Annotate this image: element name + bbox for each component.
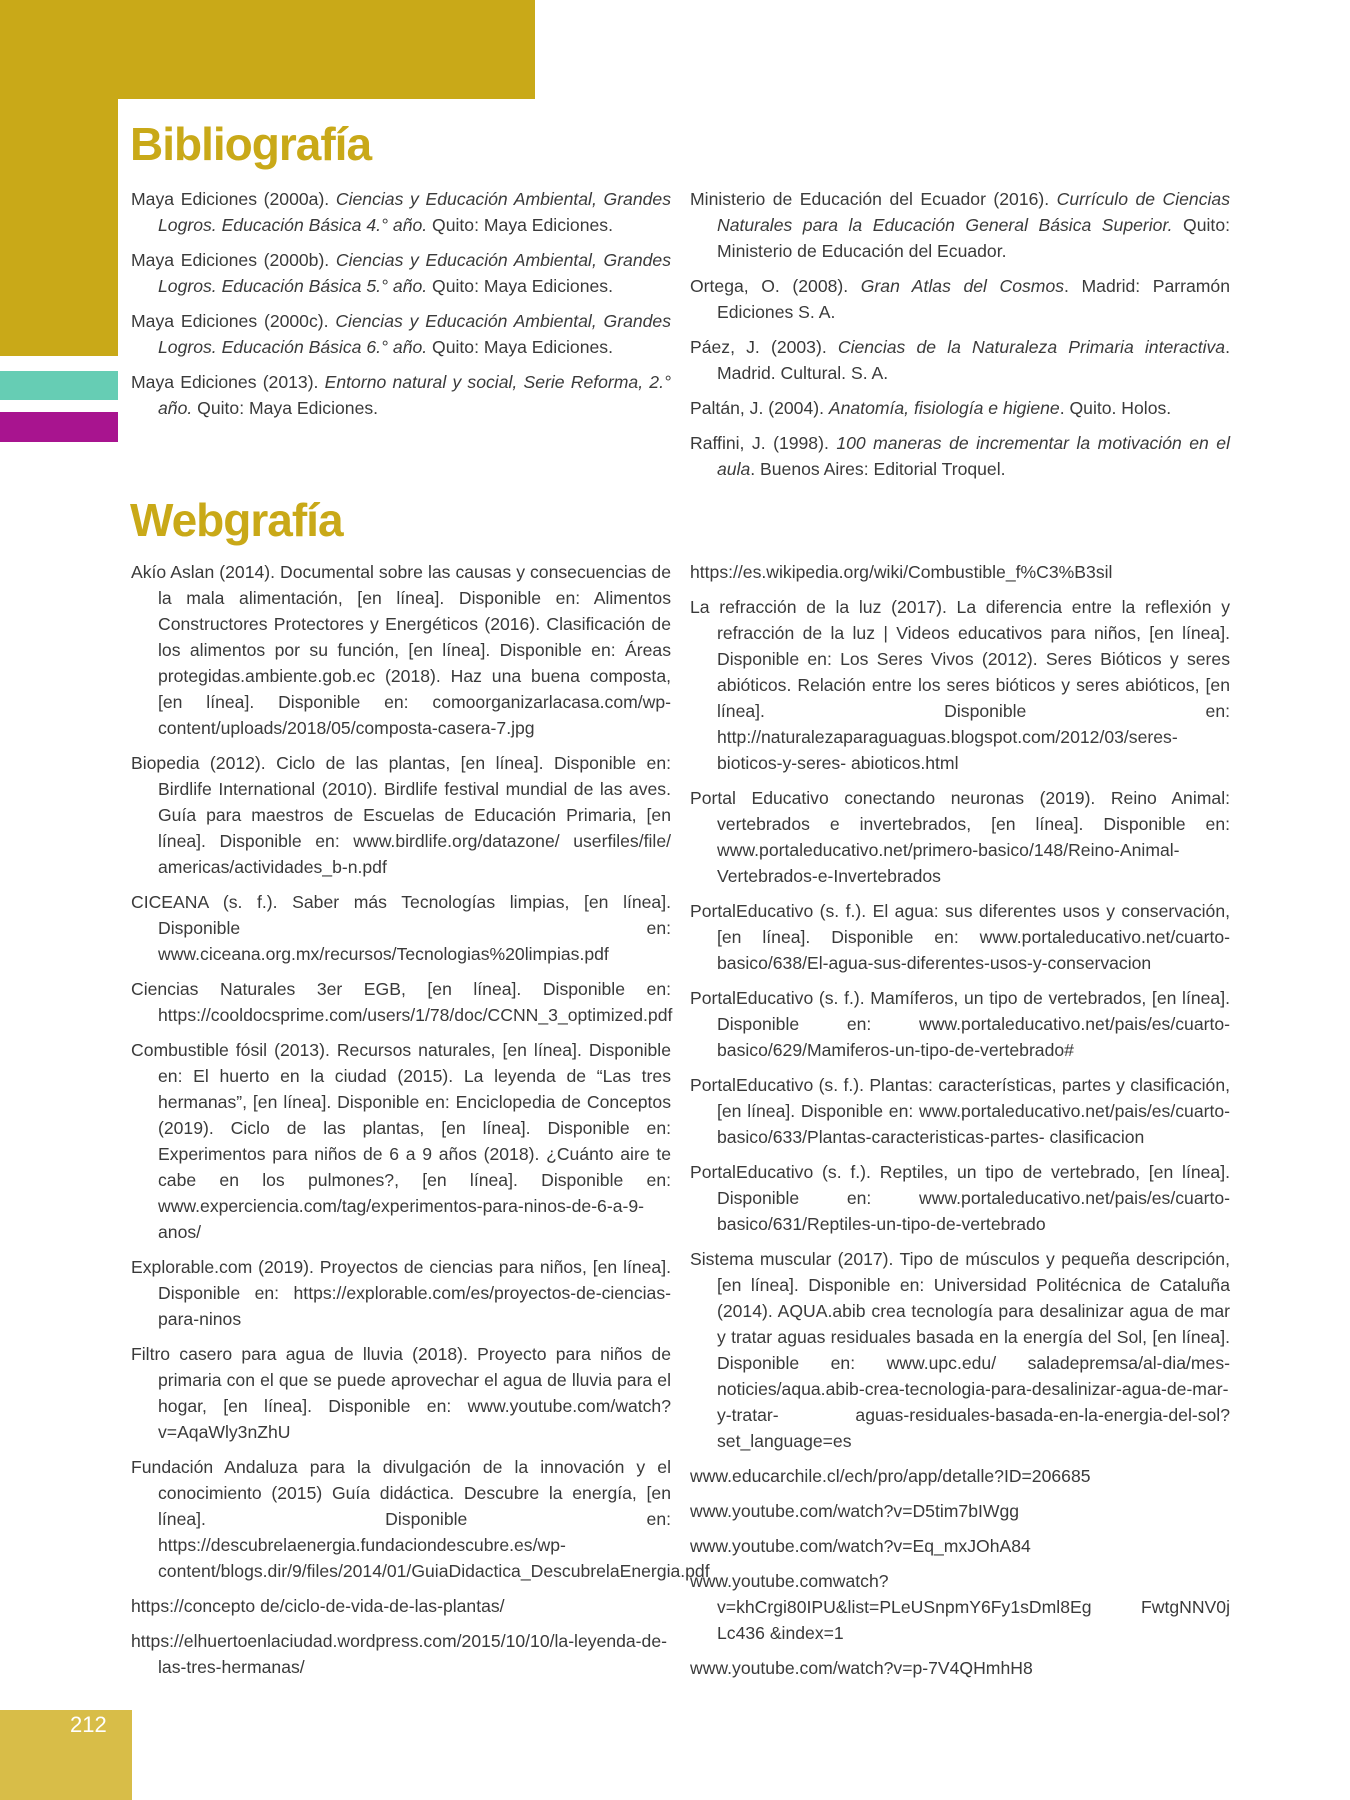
webgrafia-heading: Webgrafía xyxy=(130,494,343,546)
entry-author: Maya Ediciones (2000b). xyxy=(131,250,336,270)
entry-title: Currículo de Ciencias Naturales para la Educación General Básica Superior. xyxy=(717,189,1230,235)
bibliography-entry xyxy=(690,273,1230,325)
bibliography-entry xyxy=(131,247,671,299)
entry-title: Ciencias y Educación Ambiental, Grandes Logros. Educación Básica 4.° año. xyxy=(158,189,671,235)
bibliography-entry xyxy=(131,308,671,360)
entry-author: Maya Ediciones (2013). xyxy=(131,372,325,392)
entry-author: Paltán, J. (2004). xyxy=(690,398,829,418)
bibliography-entry xyxy=(131,369,671,421)
webography-entry: https://elhuertoenlaciudad.wordpress.com/2015/10/10/la-leyenda-de-las-tres-hermanas/ xyxy=(131,1631,667,1677)
entry-title: Ciencias y Educación Ambiental, Grandes Logros. Educación Básica 6.° año. xyxy=(158,311,672,357)
entry-author: Maya Ediciones (2000a). xyxy=(131,189,336,209)
entry-publisher: Quito: Ministerio de Educación del Ecuador. xyxy=(717,215,1230,261)
entry-author: Maya Ediciones (2000c). xyxy=(131,311,336,331)
entry-publisher: Quito: Maya Ediciones. xyxy=(427,215,613,235)
entry-publisher: . Madrid. Cultural. S. A. xyxy=(717,337,1230,383)
bibliografia-heading: Bibliografía xyxy=(130,118,372,170)
webography-entry: www.youtube.com/watch?v=D5tim7bIWgg xyxy=(690,1501,1020,1521)
entry-publisher: . Madrid: Parramón Ediciones S. A. xyxy=(717,276,1230,322)
bibliografia-left-column xyxy=(131,186,671,430)
entry-author: Ministerio de Educación del Ecuador (2016). xyxy=(690,189,1057,209)
bibliography-entry xyxy=(690,395,1230,421)
entry-title: Ciencias y Educación Ambiental, Grandes Logros. Educación Básica 5.° año. xyxy=(158,250,671,296)
bibliografia-right-column xyxy=(690,186,1230,491)
page-number: 212 xyxy=(70,1712,107,1737)
entry-title: Anatomía, fisiología e higiene xyxy=(828,398,1060,418)
bibliography-entry xyxy=(690,430,1230,482)
entry-publisher: . Quito. Holos. xyxy=(1059,398,1172,418)
decorative-gold-band-left xyxy=(0,0,118,356)
webography-entry: Fundación Andaluza para la divulgación de la innovación y el conocimiento (2015) Guía didáctica. Descubre la energía, [en línea]. Disponible en: https://descubrelaenergia.fundaciondescubre.es/wp-content/blogs.dir/9/files/2014/01/GuiaDidactica_DescubrelaEnergia.pdf xyxy=(131,1457,710,1581)
entry-author: Ortega, O. (2008). xyxy=(690,276,861,296)
entry-publisher: Quito: Maya Ediciones. xyxy=(427,337,613,357)
entry-author: Páez, J. (2003). xyxy=(690,337,838,357)
webgrafia-left-column xyxy=(131,559,710,1689)
webography-entry: www.youtube.com/watch?v=p-7V4QHmhH8 xyxy=(690,1658,1033,1678)
webography-entry: Portal Educativo conectando neuronas (2019). Reino Animal: vertebrados e invertebrados, [en línea]. Disponible en: www.portaleducativo.net/primero-basico/148/Reino-Animal-Vertebrados-e-Invertebrados xyxy=(690,788,1230,886)
webography-entry: https://es.wikipedia.org/wiki/Combustible_f%C3%B3sil xyxy=(690,562,1113,582)
webography-entry: Biopedia (2012). Ciclo de las plantas, [en línea]. Disponible en: Birdlife International (2010). Birdlife festival mundial de las aves. Guía para maestros de Escuelas de Educación Primaria, [en línea]. Disponible en: www.birdlife.org/datazone/ userfiles/file/ americas/actividades_b-n.pdf xyxy=(131,753,671,877)
decorative-teal-bar xyxy=(0,371,118,400)
webography-entry: CICEANA (s. f.). Saber más Tecnologías limpias, [en línea]. Disponible en: www.ciceana.org.mx/recursos/Tecnologias%20limpias.pdf xyxy=(131,892,671,964)
webography-entry: www.youtube.com/watch?v=Eq_mxJOhA84 xyxy=(690,1536,1031,1556)
webography-entry: PortalEducativo (s. f.). Mamíferos, un tipo de vertebrados, [en línea]. Disponible en: www.portaleducativo.net/pais/es/cuarto-basico/629/Mamiferos-un-tipo-de-vertebrado# xyxy=(690,988,1230,1060)
webography-entry: La refracción de la luz (2017). La diferencia entre la reflexión y refracción de la luz | Videos educativos para niños, [en línea]. Disponible en: Los Seres Vivos (2012). Seres Bióticos y seres abióticos. Relación entre los seres bióticos y seres abióticos, [en línea]. Disponible en: http://naturalezaparaguaguas.blogspot.com/2012/03/seres-bioticos-y-seres- abioticos.html xyxy=(690,597,1230,773)
webography-entry: PortalEducativo (s. f.). Reptiles, un tipo de vertebrado, [en línea]. Disponible en: www.portaleducativo.net/pais/es/cuarto-basico/631/Reptiles-un-tipo-de-vertebrado xyxy=(690,1162,1230,1234)
bibliography-entry xyxy=(690,186,1230,264)
entry-title: Ciencias de la Naturaleza Primaria interactiva xyxy=(837,337,1226,357)
webography-entry: https://concepto de/ciclo-de-vida-de-las-plantas/ xyxy=(131,1596,505,1616)
entry-publisher: . Buenos Aires: Editorial Troquel. xyxy=(750,459,1006,479)
footer-page-tab xyxy=(0,1710,132,1800)
webography-entry: Ciencias Naturales 3er EGB, [en línea]. Disponible en: https://cooldocsprime.com/users/1/78/doc/CCNN_3_optimized.pdf xyxy=(131,979,673,1025)
entry-author: Raffini, J. (1998). xyxy=(690,433,837,453)
webography-entry: Filtro casero para agua de lluvia (2018). Proyecto para niños de primaria con el que se puede aprovechar el agua de lluvia para el hogar, [en línea]. Disponible en: www.youtube.com/watch?v=AqaWly3nZhU xyxy=(131,1344,671,1442)
entry-publisher: Quito: Maya Ediciones. xyxy=(192,398,379,418)
entry-publisher: Quito: Maya Ediciones. xyxy=(427,276,613,296)
webography-entry: Sistema muscular (2017). Tipo de músculos y pequeña descripción, [en línea]. Disponible en: Universidad Politécnica de Cataluña (2014). AQUA.abib crea tecnología para desalinizar agua de mar y tratar aguas residuales basada en la energía del Sol, [en línea]. Disponible en: www.upc.edu/ saladepremsa/al-dia/mes-noticies/aqua.abib-crea-tecnologia-para-desalinizar-agua-de-mar-y-tratar- aguas-residuales-basada-en-la-energia-del-sol?set_language=es xyxy=(690,1249,1230,1451)
webography-entry: Combustible fósil (2013). Recursos naturales, [en línea]. Disponible en: El huerto en la ciudad (2015). La leyenda de “Las tres hermanas”, [en línea]. Disponible en: Enciclopedia de Conceptos (2019). Ciclo de las plantas, [en línea]. Disponible en: Experimentos para niños de 6 a 9 años (2018). ¿Cuánto aire te cabe en los pulmones?, [en línea]. Disponible en: www.experciencia.com/tag/experimentos-para-ninos-de-6-a-9-anos/ xyxy=(131,1040,671,1242)
entry-title: Gran Atlas del Cosmos xyxy=(860,276,1065,296)
bibliography-entry xyxy=(690,334,1230,386)
webography-entry: Explorable.com (2019). Proyectos de ciencias para niños, [en línea]. Disponible en: https://explorable.com/es/proyectos-de-ciencias-para-ninos xyxy=(131,1257,671,1329)
webography-entry: www.youtube.comwatch?v=khCrgi80IPU&list=PLeUSnpmY6Fy1sDml8Eg FwtgNNV0j Lc436 &index=1 xyxy=(690,1571,1230,1643)
webography-entry: Akío Aslan (2014). Documental sobre las causas y consecuencias de la mala alimentación, [en línea]. Disponible en: Alimentos Constructores Protectores y Energéticos (2016). Clasificación de los alimentos por su función, [en línea]. Disponible en: Áreas protegidas.ambiente.gob.ec (2018). Haz una buena composta, [en línea]. Disponible en: comoorganizarlacasa.com/wp-content/uploads/2018/05/composta-casera-7.jpg xyxy=(131,562,671,738)
webography-entry: PortalEducativo (s. f.). El agua: sus diferentes usos y conservación, [en línea]. Disponible en: www.portaleducativo.net/cuarto-basico/638/El-agua-sus-diferentes-usos-y-conservacion xyxy=(690,901,1230,973)
webography-entry: www.educarchile.cl/ech/pro/app/detalle?ID=206685 xyxy=(690,1466,1091,1486)
bibliography-entry xyxy=(131,186,671,238)
decorative-magenta-bar xyxy=(0,412,118,442)
webography-entry: PortalEducativo (s. f.). Plantas: características, partes y clasificación, [en línea]. Disponible en: www.portaleducativo.net/pais/es/cuarto-basico/633/Plantas-caracteristicas-partes- clasificacion xyxy=(690,1075,1230,1147)
webgrafia-right-column xyxy=(690,559,1230,1690)
entry-title: Entorno natural y social, Serie Reforma, 2.° año. xyxy=(158,372,672,418)
entry-title: 100 maneras de incrementar la motivación en el aula xyxy=(717,433,1230,479)
